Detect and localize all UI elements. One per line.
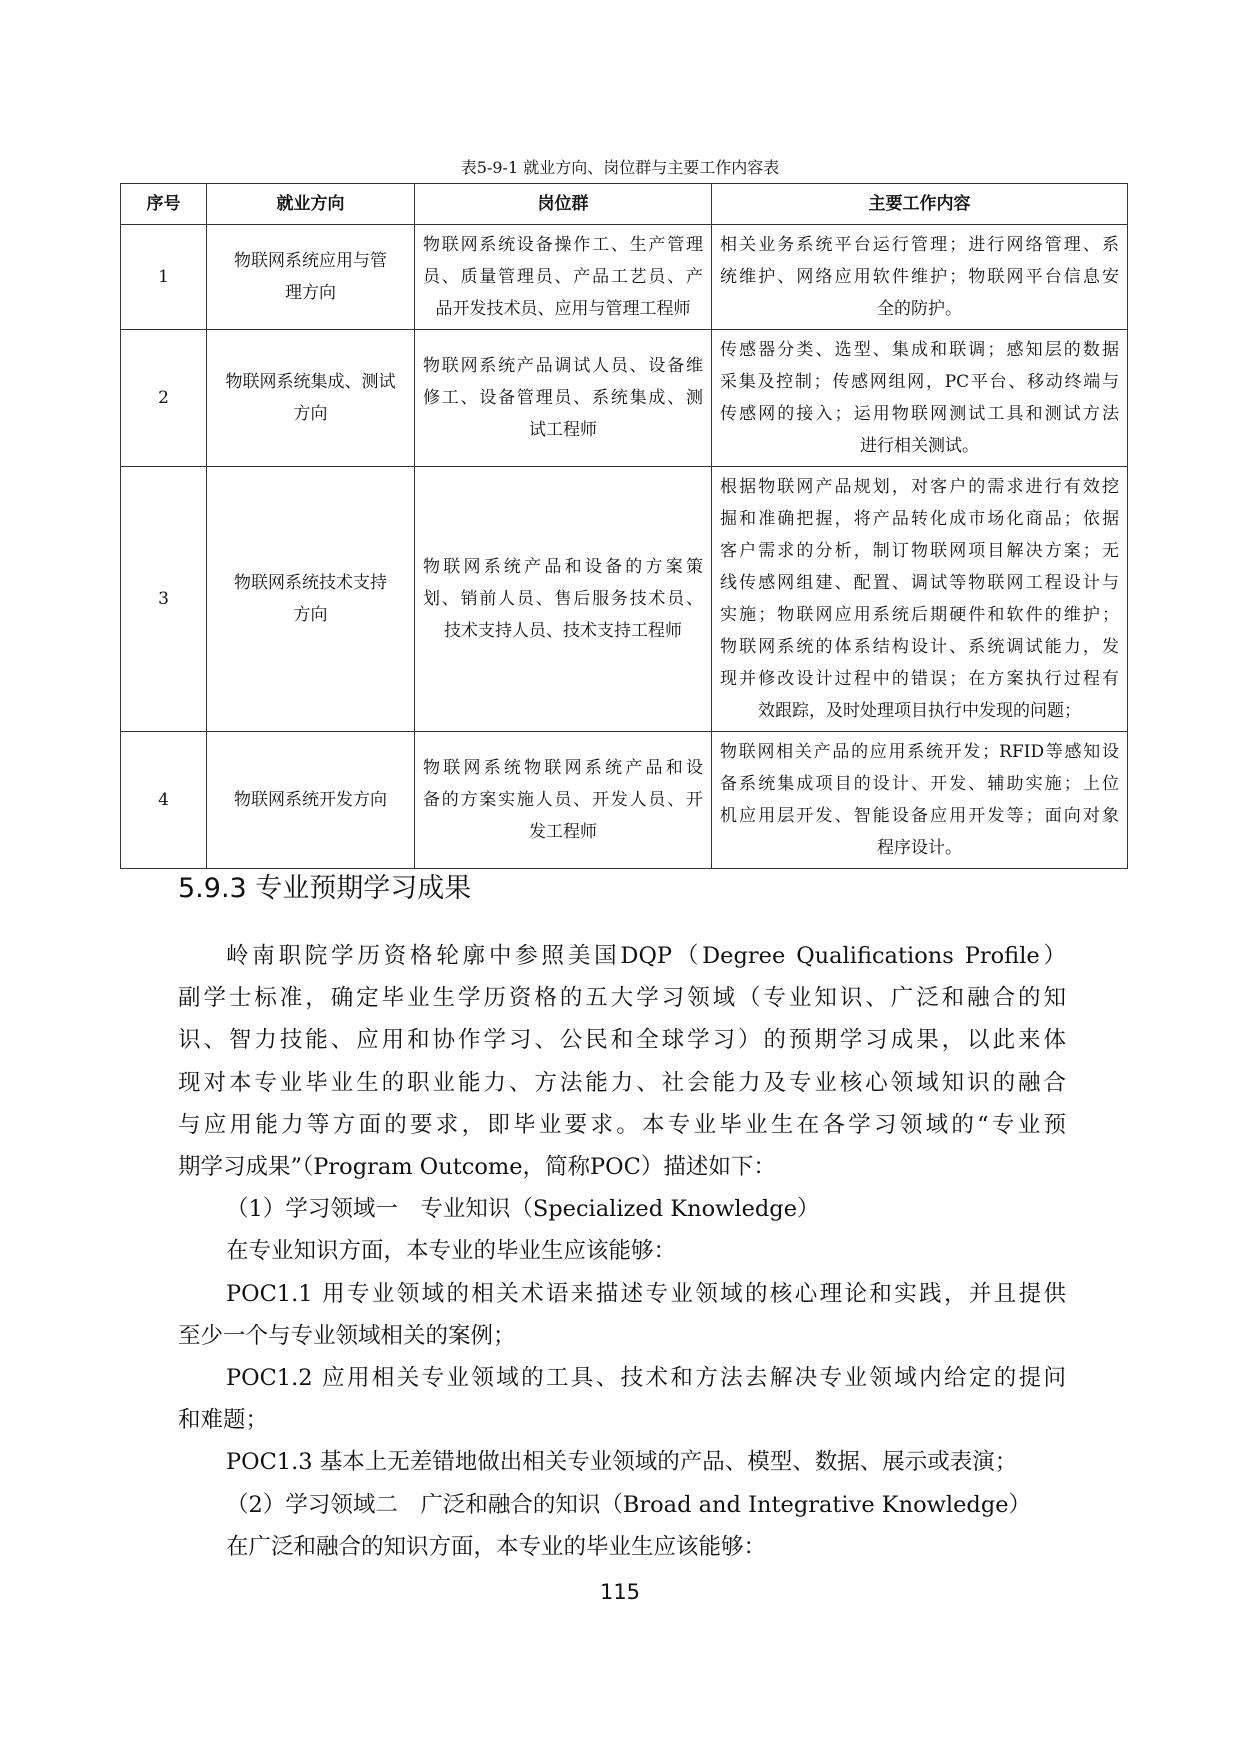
paragraph-line: 岭南职院学历资格轮廓中参照美国DQP（Degree Qualifications Profile） <box>226 943 1066 969</box>
cell-line: 传感网的接入；运用物联网测试工具和测试方法 <box>720 404 1119 424</box>
cell-line: 方向 <box>293 605 328 625</box>
cell-line: 采集及控制；传感网组网，PC平台、移动终端与 <box>720 372 1119 392</box>
cell-line: 客户需求的分析，制订物联网项目解决方案；无 <box>720 541 1119 561</box>
cell-no: 4 <box>121 732 207 869</box>
table-row <box>121 330 1128 467</box>
paragraph-line: （2）学习领域二 广泛和融合的知识（Broad and Integrative Knowledge） <box>226 1491 1032 1518</box>
cell-line: 全的防护。 <box>877 299 962 319</box>
cell-no: 3 <box>121 467 207 732</box>
cell-line: 方向 <box>293 404 328 424</box>
paragraph-line: 与应用能力等方面的要求，即毕业要求。本专业毕业生在各学习领域的“专业预 <box>178 1111 1066 1138</box>
cell-content <box>712 732 1128 869</box>
paragraph <box>178 1484 1066 1526</box>
paragraph <box>178 1441 1066 1483</box>
cell-line: 物联网相关产品的应用系统开发；RFID等感知设 <box>720 742 1119 762</box>
cell-line: 理方向 <box>285 283 336 303</box>
paragraph-line: 副学士标准，确定毕业生学历资格的五大学习领域（专业知识、广泛和融合的知 <box>178 985 1066 1012</box>
table-caption: 表5-9-1 就业方向、岗位群与主要工作内容表 <box>460 158 780 177</box>
paragraph-line: 期学习成果”（Program Outcome，简称POC）描述如下： <box>178 1154 776 1181</box>
cell-line: 划、销前人员、售后服务技术员、 <box>423 589 703 609</box>
cell-line: 实施；物联网应用系统后期硬件和软件的维护； <box>720 605 1119 625</box>
cell-jobs <box>415 330 712 467</box>
paragraph-line: 在专业知识方面，本专业的毕业生应该能够： <box>226 1238 677 1265</box>
cell-direction <box>207 330 415 467</box>
paragraph-line: 和难题； <box>178 1407 269 1434</box>
cell-no: 1 <box>121 225 207 330</box>
cell-line: 备系统集成项目的设计、开发、辅助实施；上位 <box>720 774 1119 794</box>
cell-line: 修工、设备管理员、系统集成、测 <box>423 388 703 408</box>
cell-line: 物联网系统集成、测试 <box>225 372 396 392</box>
cell-line: 机应用层开发、智能设备应用开发等；面向对象 <box>720 806 1119 826</box>
table-row <box>121 467 1128 732</box>
paragraph <box>178 1526 1066 1568</box>
cell-no: 2 <box>121 330 207 467</box>
cell-direction <box>207 732 415 869</box>
paragraph <box>178 1230 1066 1272</box>
cell-jobs <box>415 732 712 869</box>
cell-line: 物联网系统产品调试人员、设备维 <box>423 356 703 376</box>
cell-content <box>712 225 1128 330</box>
header-direction: 就业方向 <box>207 184 415 225</box>
cell-content <box>712 330 1128 467</box>
paragraph <box>178 1188 1066 1230</box>
header-jobs: 岗位群 <box>415 184 712 225</box>
cell-direction <box>207 225 415 330</box>
cell-line: 掘和准确把握，将产品转化成市场化商品；依据 <box>720 509 1119 529</box>
cell-line: 传感器分类、选型、集成和联调；感知层的数据 <box>720 340 1119 360</box>
table-row <box>121 732 1128 869</box>
header-no: 序号 <box>121 184 207 225</box>
cell-jobs <box>415 467 712 732</box>
cell-line: 效跟踪，及时处理项目执行中发现的问题； <box>758 701 1081 721</box>
table-header-row <box>121 184 1128 225</box>
cell-direction <box>207 467 415 732</box>
cell-line: 员、质量管理员、产品工艺员、产 <box>423 267 703 287</box>
paragraph-line: POC1.1 用专业领域的相关术语来描述专业领域的核心理论和实践，并且提供 <box>226 1280 1066 1307</box>
cell-line: 发工程师 <box>529 822 597 842</box>
paragraph <box>178 1273 1066 1357</box>
cell-jobs <box>415 225 712 330</box>
cell-line: 统维护、网络应用软件维护；物联网平台信息安 <box>720 267 1119 287</box>
paragraph-line: （1）学习领域一 专业知识（Specialized Knowledge） <box>226 1196 820 1223</box>
paragraph-line: 识、智力技能、应用和协作学习、公民和全球学习）的预期学习成果，以此来体 <box>178 1027 1066 1054</box>
paragraph-line: POC1.3 基本上无差错地做出相关专业领域的产品、模型、数据、展示或表演； <box>226 1449 1018 1476</box>
cell-line: 物联网系统设备操作工、生产管理 <box>423 235 703 255</box>
paragraph-line: POC1.2 应用相关专业领域的工具、技术和方法去解决专业领域内给定的提问 <box>226 1365 1066 1392</box>
cell-line: 试工程师 <box>529 420 597 440</box>
cell-line: 现并修改设计过程中的错误；在方案执行过程有 <box>720 669 1119 689</box>
paragraph <box>178 1357 1066 1441</box>
cell-line: 技术支持人员、技术支持工程师 <box>444 621 682 641</box>
table-row <box>121 225 1128 330</box>
paragraph-line: 现对本专业毕业生的职业能力、方法能力、社会能力及专业核心领域知识的融合 <box>178 1069 1066 1096</box>
paragraph-line: 在广泛和融合的知识方面，本专业的毕业生应该能够： <box>226 1533 767 1560</box>
section-heading: 5.9.3 专业预期学习成果 <box>178 873 472 904</box>
cell-line: 物联网系统应用与管 <box>234 251 387 271</box>
page-number: 115 <box>599 1580 641 1604</box>
cell-line: 物联网系统物联网系统产品和设 <box>423 758 703 778</box>
paragraph <box>178 935 1066 1188</box>
paragraph-line: 至少一个与专业领域相关的案例； <box>178 1322 516 1349</box>
cell-line: 物联网系统技术支持 <box>234 573 387 593</box>
cell-line: 进行相关测试。 <box>860 436 979 456</box>
section-body <box>178 935 1066 1568</box>
cell-line: 备的方案实施人员、开发人员、开 <box>423 790 703 810</box>
cell-line: 程序设计。 <box>877 838 962 858</box>
cell-line: 根据物联网产品规划，对客户的需求进行有效挖 <box>720 477 1119 497</box>
employment-table <box>120 183 1128 869</box>
cell-line: 相关业务系统平台运行管理；进行网络管理、系 <box>720 235 1119 255</box>
cell-line: 物联网系统开发方向 <box>234 790 387 810</box>
header-content: 主要工作内容 <box>712 184 1128 225</box>
cell-line: 品开发技术员、应用与管理工程师 <box>435 299 691 319</box>
cell-content <box>712 467 1128 732</box>
cell-line: 物联网系统产品和设备的方案策 <box>423 557 703 577</box>
cell-line: 物联网系统的体系结构设计、系统调试能力，发 <box>720 637 1119 657</box>
cell-line: 线传感网组建、配置、调试等物联网工程设计与 <box>720 573 1119 593</box>
